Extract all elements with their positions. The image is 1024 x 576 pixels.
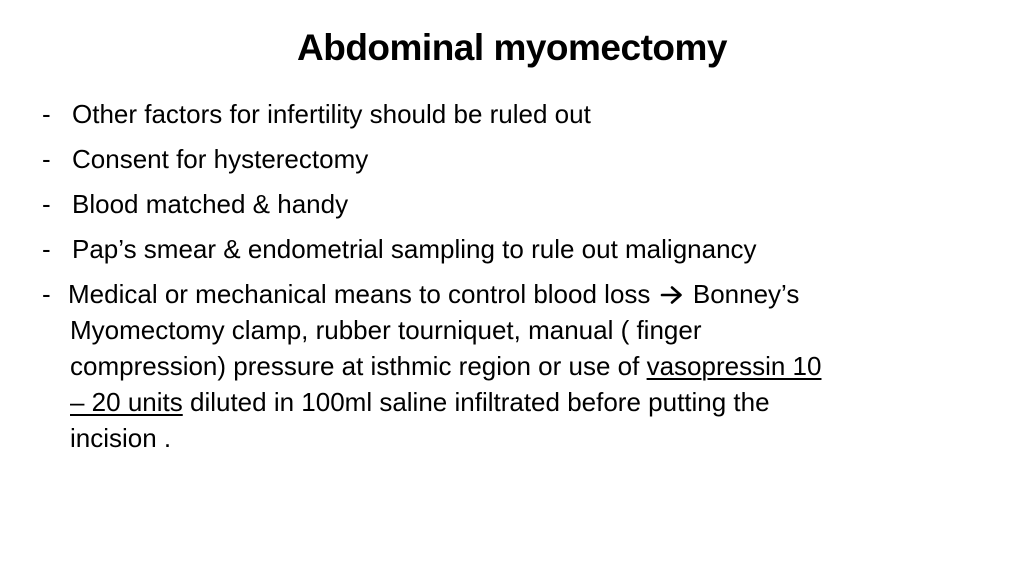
bullet-line-1 (68, 279, 799, 309)
bullet-line-2: Myomectomy clamp, rubber tourniquet, manual ( finger (70, 315, 702, 345)
units-underlined: – 20 units (70, 387, 183, 417)
bullet-item (42, 141, 987, 177)
bullet-line-4 (72, 384, 987, 420)
bullet-text: Other factors for infertility should be ruled out (72, 99, 591, 129)
slide-title: Abdominal myomectomy (297, 27, 727, 68)
bullet-line-5: incision . (70, 423, 172, 453)
blood-loss-text: Medical or mechanical means to control blood loss (68, 279, 651, 309)
bullet-item (42, 186, 987, 222)
dilution-text: diluted in 100ml saline infiltrated before putting the (189, 387, 770, 417)
bullet-dash: - (42, 144, 51, 174)
compression-text: compression) pressure at isthmic region or use of (70, 351, 640, 381)
bullet-dash: - (42, 99, 51, 129)
bullet-dash: - (42, 279, 51, 309)
bullet-item-blood-loss-control (42, 276, 987, 456)
bullet-item (42, 231, 987, 267)
bullet-dash: - (42, 234, 51, 264)
bullet-dash: - (42, 189, 51, 219)
bullet-text: Blood matched & handy (72, 189, 349, 219)
bullet-list (42, 96, 987, 465)
bullet-item (42, 96, 987, 132)
bullet-text: Consent for hysterectomy (72, 144, 369, 174)
bullet-text: Pap’s smear & endometrial sampling to rule out malignancy (72, 234, 757, 264)
right-arrow-icon (660, 285, 684, 305)
vasopressin-dose-underlined: vasopressin 10 (646, 351, 822, 381)
bullet-line-3 (72, 348, 987, 384)
bonneys-text: Bonney’s (692, 279, 800, 309)
bullet-text (68, 276, 987, 456)
